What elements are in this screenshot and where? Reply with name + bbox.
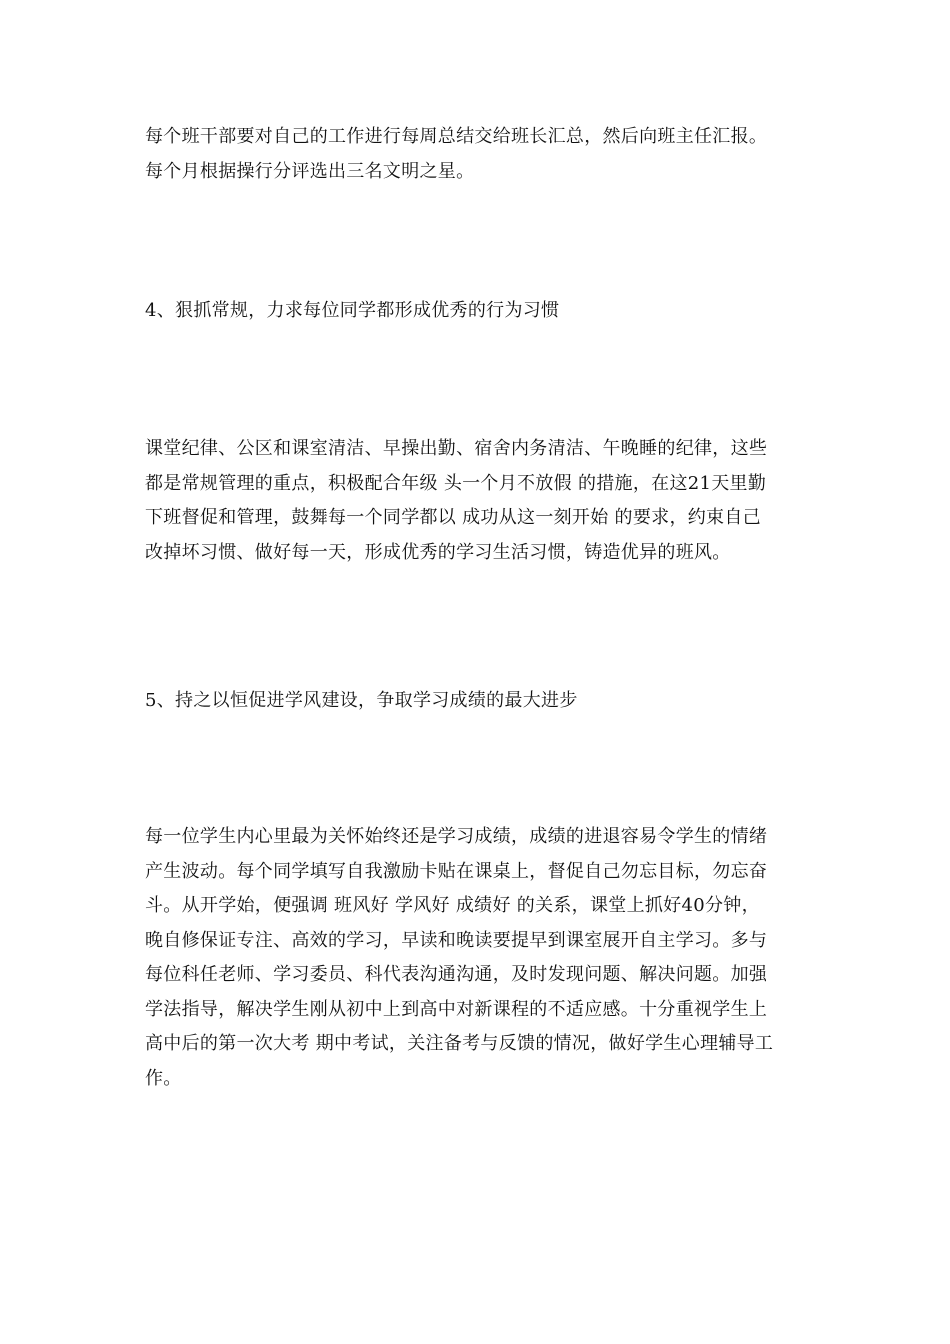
paragraph-line: 每一位学生内心里最为关怀始终还是学习成绩，成绩的进退容易令学生的情绪: [145, 826, 768, 847]
paragraph-routine-management: [145, 432, 815, 570]
paragraph-line: 下班督促和管理，鼓舞每一个同学都以 成功从这一刻开始 的要求，约束自己: [145, 507, 761, 528]
paragraph-line: 每个班干部要对自己的工作进行每周总结交给班长汇总，然后向班主任汇报。: [145, 126, 768, 147]
paragraph-line: 课堂纪律、公区和课室清洁、早操出勤、宿舍内务清洁、午晚睡的纪律，这些: [145, 438, 768, 459]
paragraph-line: 晚自修保证专注、高效的学习，早读和晚读要提早到课室展开自主学习。多与: [145, 929, 768, 951]
section-heading-4: 4、狠抓常规，力求每位同学都形成优秀的行为习惯: [145, 300, 560, 321]
paragraph-line: 学法指导，解决学生刚从初中上到高中对新课程的不适应感。十分重视学生上: [145, 998, 768, 1020]
paragraph-line: 每个月根据操行分评选出三名文明之星。: [145, 160, 475, 182]
paragraph-line: 斗。从开学始，便强调 班风好 学风好 成绩好 的关系，课堂上抓好40分钟，: [145, 895, 760, 916]
paragraph-study-style: [145, 820, 815, 1096]
paragraph-line: 作。: [145, 1067, 182, 1089]
paragraph-line: 高中后的第一次大考 期中考试，关注备考与反馈的情况，做好学生心理辅导工: [145, 1033, 774, 1054]
section-heading-5: 5、持之以恒促进学风建设，争取学习成绩的最大进步: [145, 690, 578, 711]
paragraph-line: 都是常规管理的重点，积极配合年级 头一个月不放假 的措施，在这21天里勤: [145, 472, 767, 494]
paragraph-line: 改掉坏习惯、做好每一天，形成优秀的学习生活习惯，铸造优异的班风。: [145, 541, 731, 563]
paragraph-class-cadre-summary: [145, 120, 815, 189]
paragraph-line: 产生波动。每个同学填写自我激励卡贴在课桌上，督促自己勿忘目标，勿忘奋: [145, 860, 768, 882]
paragraph-line: 每位科任老师、学习委员、科代表沟通沟通，及时发现问题、解决问题。加强: [145, 964, 768, 985]
